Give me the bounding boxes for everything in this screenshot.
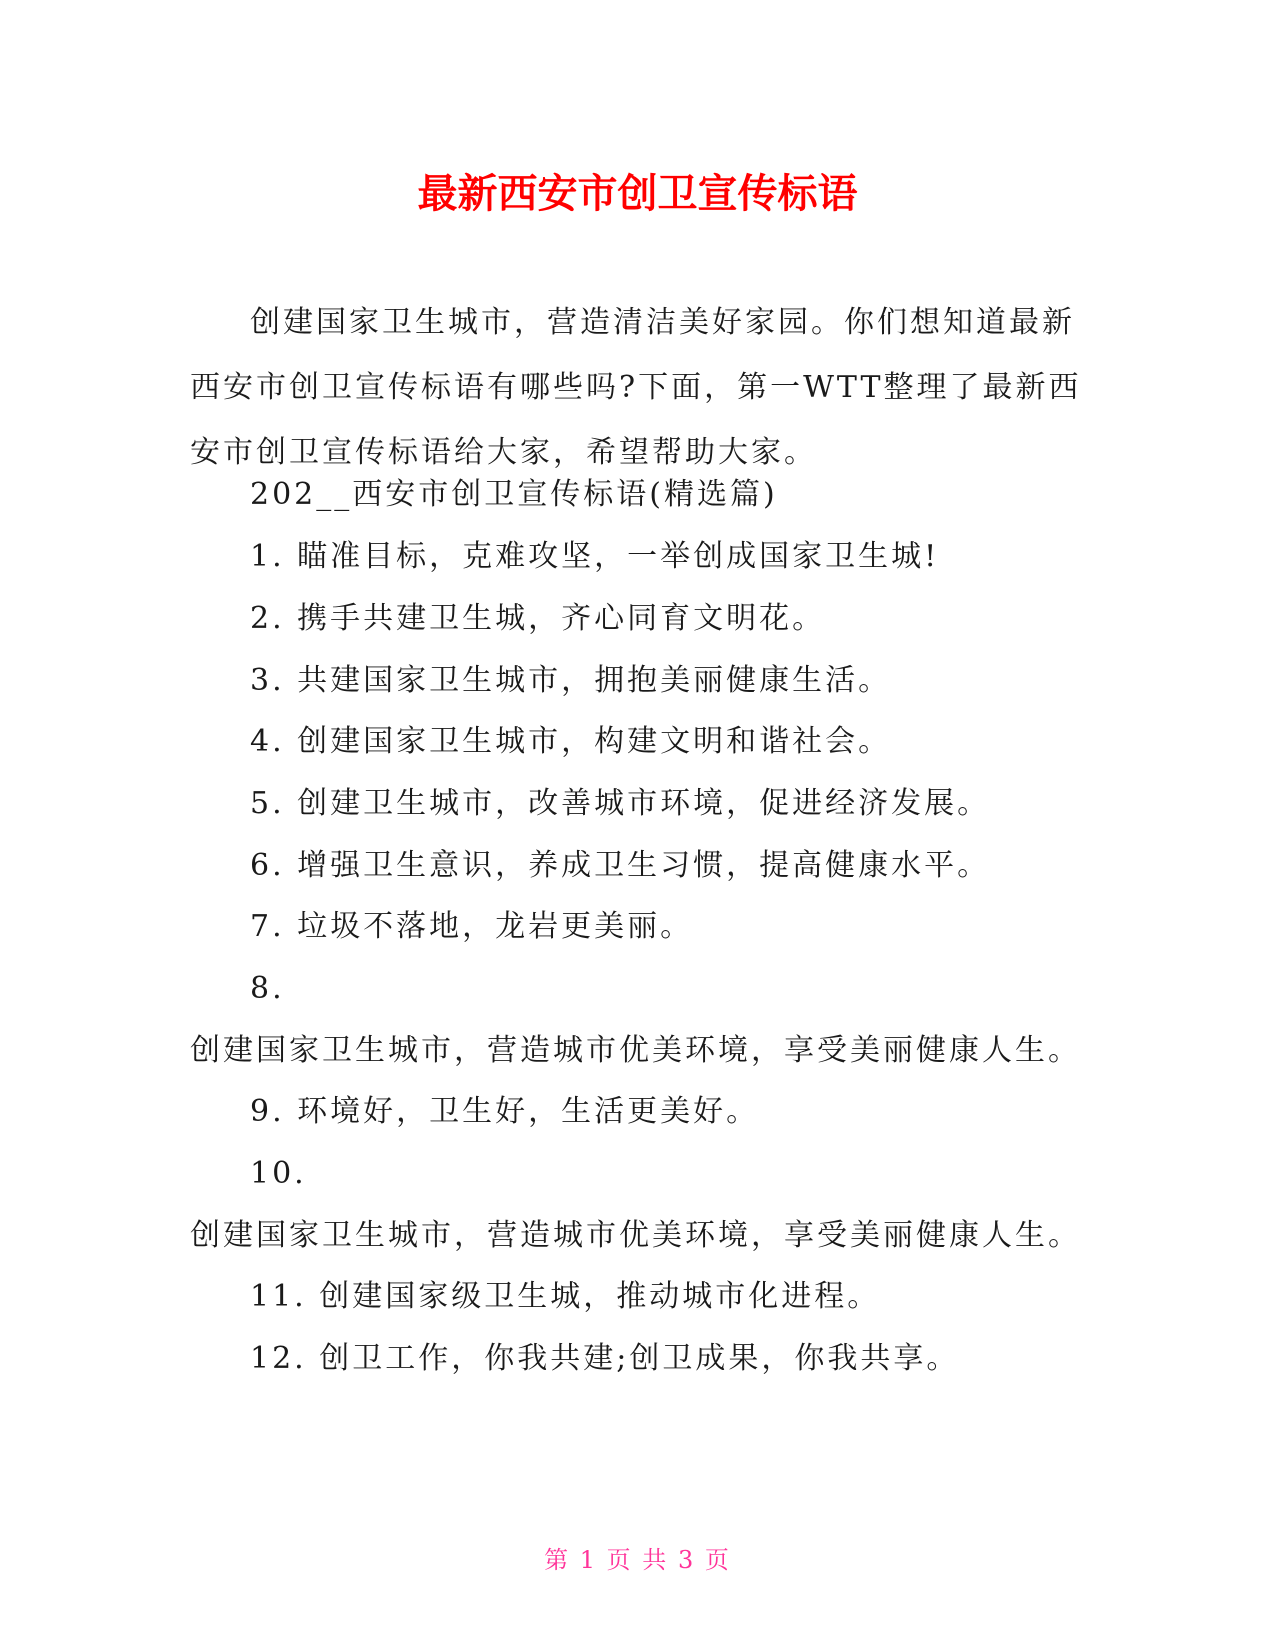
list-item-text: 创建国家卫生城市，营造城市优美环境，享受美丽健康人生。 [190,1033,1081,1068]
list-item: 6. 增强卫生意识，养成卫生习惯，提高健康水平。 [250,848,991,883]
section-heading: 202__西安市创卫宣传标语(精选篇) [250,477,778,512]
intro-paragraph: 创建国家卫生城市，营造清洁美好家园。你们想知道最新西安市创卫宣传标语有哪些吗?下面，第一WTT整理了最新西安市创卫宣传标语给大家，希望帮助大家。 [190,305,1082,470]
list-item: 3. 共建国家卫生城市，拥抱美丽健康生活。 [250,663,892,698]
list-item: 2. 携手共建卫生城，齐心同育文明花。 [250,601,826,636]
list-item: 4. 创建国家卫生城市，构建文明和谐社会。 [250,724,892,759]
list-item: 1. 瞄准目标，克难攻坚，一举创成国家卫生城! [250,539,940,574]
list-item: 9. 环境好，卫生好，生活更美好。 [250,1094,760,1129]
list-item-number: 8. [250,971,285,1006]
list-item-number: 10. [250,1156,307,1191]
list-item: 7. 垃圾不落地，龙岩更美丽。 [250,909,694,944]
document-title: 最新西安市创卫宣传标语 [417,171,858,217]
list-item: 5. 创建卫生城市，改善城市环境，促进经济发展。 [250,786,991,821]
page-indicator: 第 1 页 共 3 页 [544,1546,731,1574]
list-item: 12. 创卫工作，你我共建;创卫成果，你我共享。 [250,1341,960,1376]
list-item: 11. 创建国家级卫生城，推动城市化进程。 [250,1279,881,1314]
list-item-text: 创建国家卫生城市，营造城市优美环境，享受美丽健康人生。 [190,1218,1081,1253]
